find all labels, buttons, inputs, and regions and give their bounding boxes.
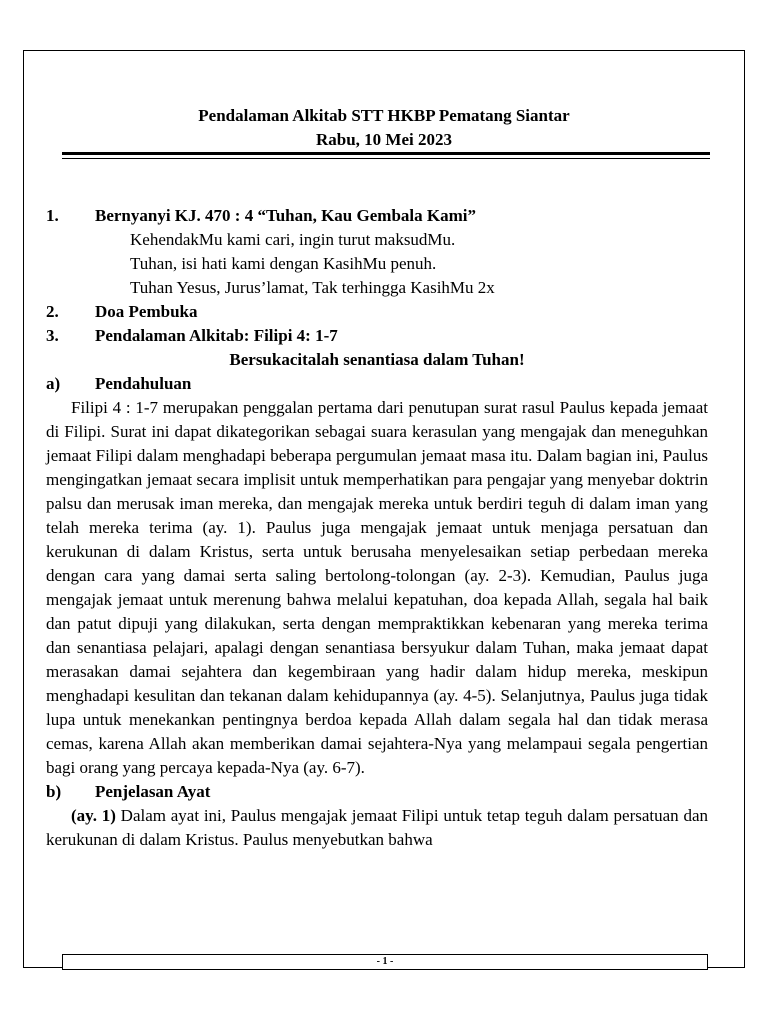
verse-explanation-text: Dalam ayat ini, Paulus mengajak jemaat Filipi untuk tetap teguh dalam persatuan dan kerukunan di dalam Kristus. Paulus menyebutkan bahwa: [46, 806, 708, 849]
document-title: Pendalaman Alkitab STT HKBP Pematang Siantar: [198, 106, 570, 125]
item-number: 1.: [46, 206, 59, 225]
list-item: [46, 300, 708, 324]
list-item: [46, 324, 708, 348]
document-body: [46, 204, 708, 852]
hymn-line: Tuhan Yesus, Jurus’lamat, Tak terhingga KasihMu 2x: [130, 278, 495, 297]
hymn-line: Tuhan, isi hati kami dengan KasihMu penuh.: [130, 254, 437, 273]
section-letter: a): [46, 374, 61, 393]
section-heading: [46, 780, 708, 804]
item-label-prayer: Doa Pembuka: [95, 302, 198, 321]
section-title-introduction: Pendahuluan: [95, 374, 192, 393]
header-rule-thin: [62, 158, 710, 159]
hymn-line: KehendakMu kami cari, ingin turut maksudMu.: [130, 230, 456, 249]
page-footer: [62, 954, 708, 970]
item-label-bible-study: Pendalaman Alkitab: Filipi 4: 1-7: [95, 326, 338, 345]
document-date: Rabu, 10 Mei 2023: [316, 130, 452, 149]
verse-explanation-paragraph: [46, 804, 708, 852]
header-rule-thick: [62, 152, 710, 155]
section-title-verse-explanation: Penjelasan Ayat: [95, 782, 211, 801]
item-number: 3.: [46, 326, 59, 345]
theme-heading: Bersukacitalah senantiasa dalam Tuhan!: [229, 350, 525, 369]
page-number: - 1 -: [376, 956, 394, 967]
document-header: [0, 104, 768, 152]
item-label-hymn: Bernyanyi KJ. 470 : 4 “Tuhan, Kau Gembala Kami”: [95, 206, 476, 225]
section-heading: [46, 372, 708, 396]
verse-reference: (ay. 1): [71, 806, 116, 825]
item-number: 2.: [46, 302, 59, 321]
list-item: [46, 204, 708, 228]
introduction-paragraph: Filipi 4 : 1-7 merupakan penggalan pertama dari penutupan surat rasul Paulus kepada jemaat di Filipi. Surat ini dapat dikategorikan sebagai suara kerasulan yang mengajak dan meneguhkan jemaat Filipi dalam menghadapi beberapa pergumulan jemaat masa itu. Dalam bagian ini, Paulus mengingatkan jemaat secara implisit untuk memperhatikan para pengajar yang menyebar doktrin palsu dan merusak iman mereka, dan mengajak mereka untuk berdiri teguh di dalam iman yang telah mereka terima (ay. 1). Paulus juga mengajak jemaat untuk menjaga persatuan dan kerukunan di dalam Kristus, serta untuk berusaha menyelesaikan setiap perbedaan mereka dengan cara yang damai serta saling bertolong-tolongan (ay. 2-3). Kemudian, Paulus juga mengajak jemaat untuk merenung bahwa melalui kepatuhan, doa kepada Allah, segala hal baik dan patut dipuji yang dilakukan, serta dengan mempraktikkan kebenaran yang mereka terima dan senantiasa pelajari, apalagi dengan senantiasa bersyukur dalam Tuhan, maka jemaat dapat merasakan damai sejahtera dan kegembiraan yang hadir dalam hidup mereka, meskipun menghadapi kesulitan dan tekanan dalam kehidupannya (ay. 4-5). Selanjutnya, Paulus juga tidak lupa untuk menekankan pentingnya berdoa kepada Allah dalam segala hal dan tidak merasa cemas, karena Allah akan memberikan damai sejahtera-Nya yang melampaui segala pengertian bagi orang yang percaya kepada-Nya (ay. 6-7).: [46, 398, 708, 777]
section-letter: b): [46, 782, 62, 801]
